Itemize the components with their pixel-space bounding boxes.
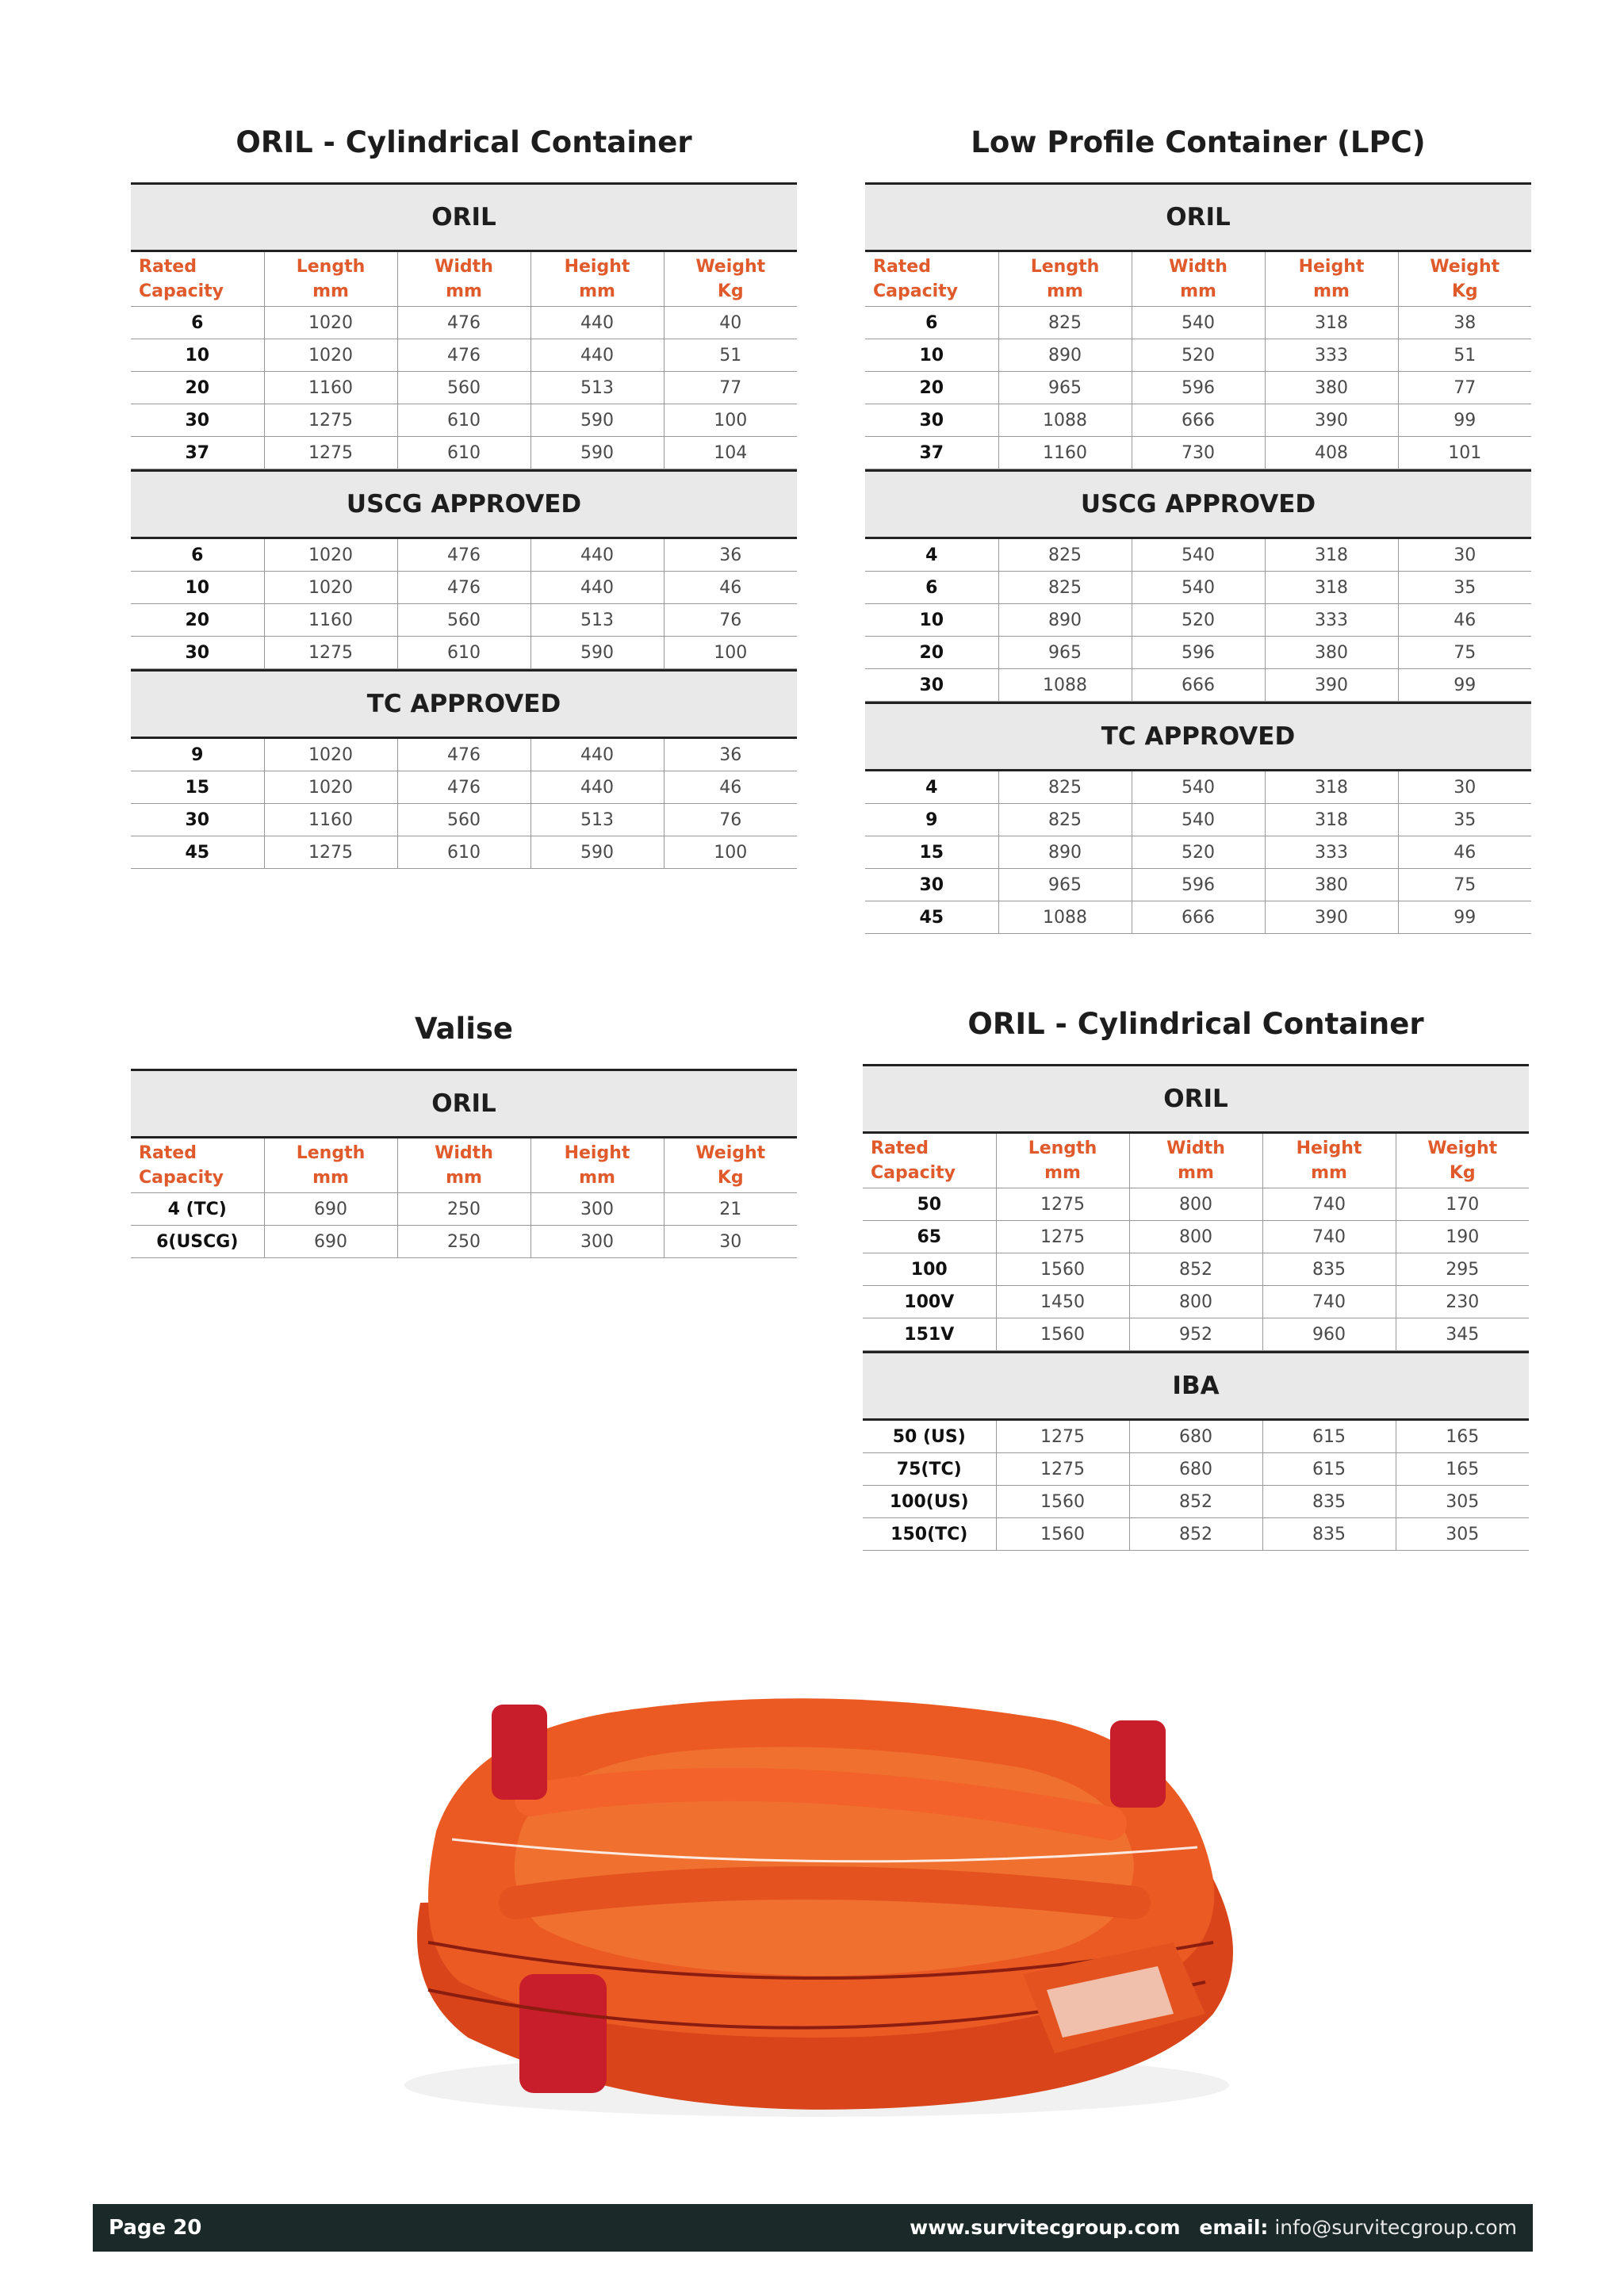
column-header: Rated Capacity bbox=[865, 252, 998, 307]
table-row bbox=[863, 1318, 1529, 1351]
value-cell: 596 bbox=[1132, 869, 1265, 901]
value-cell: 540 bbox=[1132, 771, 1265, 804]
value-cell: 77 bbox=[664, 372, 797, 404]
capacity-cell: 20 bbox=[865, 637, 998, 669]
value-cell: 560 bbox=[397, 604, 530, 637]
capacity-cell: 15 bbox=[131, 771, 264, 804]
table-row bbox=[131, 771, 797, 804]
block-title: ORIL - Cylindrical Container bbox=[967, 1007, 1424, 1041]
value-cell: 1275 bbox=[996, 1188, 1129, 1221]
table-row bbox=[865, 339, 1531, 372]
value-cell: 476 bbox=[397, 739, 530, 771]
value-cell: 408 bbox=[1265, 437, 1398, 469]
value-cell: 165 bbox=[1396, 1421, 1529, 1453]
capacity-cell: 6(USCG) bbox=[131, 1226, 264, 1258]
value-cell: 596 bbox=[1132, 372, 1265, 404]
value-cell: 610 bbox=[397, 836, 530, 869]
value-cell: 666 bbox=[1132, 404, 1265, 437]
spec-table bbox=[863, 1421, 1529, 1551]
capacity-cell: 10 bbox=[131, 572, 264, 604]
value-cell: 440 bbox=[530, 572, 664, 604]
section-heading: IBA bbox=[863, 1351, 1529, 1421]
capacity-cell: 10 bbox=[131, 339, 264, 372]
value-cell: 890 bbox=[998, 604, 1132, 637]
page-footer bbox=[93, 2204, 1533, 2252]
capacity-cell: 6 bbox=[865, 572, 998, 604]
value-cell: 318 bbox=[1265, 804, 1398, 836]
table-row bbox=[131, 836, 797, 869]
value-cell: 852 bbox=[1129, 1518, 1262, 1551]
value-cell: 835 bbox=[1262, 1518, 1396, 1551]
value-cell: 190 bbox=[1396, 1221, 1529, 1253]
section-heading: ORIL bbox=[863, 1064, 1529, 1134]
column-header: Height mm bbox=[1262, 1134, 1396, 1188]
table-row bbox=[131, 1193, 797, 1226]
liferaft-photo bbox=[373, 1641, 1261, 2133]
value-cell: 690 bbox=[264, 1226, 397, 1258]
value-cell: 513 bbox=[530, 372, 664, 404]
value-cell: 390 bbox=[1265, 404, 1398, 437]
spec-table bbox=[131, 739, 797, 869]
value-cell: 1560 bbox=[996, 1518, 1129, 1551]
value-cell: 476 bbox=[397, 539, 530, 572]
value-cell: 1560 bbox=[996, 1486, 1129, 1518]
capacity-cell: 151V bbox=[863, 1318, 996, 1351]
column-header: Rated Capacity bbox=[863, 1134, 996, 1188]
value-cell: 104 bbox=[664, 437, 797, 469]
value-cell: 852 bbox=[1129, 1253, 1262, 1286]
value-cell: 825 bbox=[998, 572, 1132, 604]
capacity-cell: 9 bbox=[131, 739, 264, 771]
capacity-cell: 20 bbox=[131, 372, 264, 404]
section-heading: USCG APPROVED bbox=[131, 469, 797, 539]
value-cell: 30 bbox=[1398, 539, 1531, 572]
value-cell: 540 bbox=[1132, 804, 1265, 836]
value-cell: 952 bbox=[1129, 1318, 1262, 1351]
header-row bbox=[863, 1134, 1529, 1188]
email-link[interactable]: info@survitecgroup.com bbox=[1274, 2216, 1517, 2239]
value-cell: 800 bbox=[1129, 1286, 1262, 1318]
value-cell: 1160 bbox=[264, 804, 397, 836]
capacity-cell: 65 bbox=[863, 1221, 996, 1253]
value-cell: 835 bbox=[1262, 1253, 1396, 1286]
capacity-cell: 30 bbox=[865, 869, 998, 901]
value-cell: 390 bbox=[1265, 669, 1398, 702]
value-cell: 76 bbox=[664, 804, 797, 836]
value-cell: 590 bbox=[530, 437, 664, 469]
value-cell: 440 bbox=[530, 307, 664, 339]
column-header: Length mm bbox=[996, 1134, 1129, 1188]
table-row bbox=[131, 604, 797, 637]
block-title: Low Profile Container (LPC) bbox=[971, 125, 1426, 159]
value-cell: 380 bbox=[1265, 637, 1398, 669]
value-cell: 590 bbox=[530, 836, 664, 869]
header-row bbox=[865, 252, 1531, 307]
table-row bbox=[863, 1486, 1529, 1518]
value-cell: 690 bbox=[264, 1193, 397, 1226]
value-cell: 333 bbox=[1265, 604, 1398, 637]
capacity-cell: 45 bbox=[131, 836, 264, 869]
capacity-cell: 4 bbox=[865, 771, 998, 804]
value-cell: 1560 bbox=[996, 1318, 1129, 1351]
value-cell: 46 bbox=[664, 572, 797, 604]
value-cell: 513 bbox=[530, 804, 664, 836]
value-cell: 440 bbox=[530, 739, 664, 771]
table-row bbox=[131, 572, 797, 604]
value-cell: 560 bbox=[397, 372, 530, 404]
value-cell: 318 bbox=[1265, 771, 1398, 804]
column-header: Height mm bbox=[1265, 252, 1398, 307]
table-row bbox=[865, 669, 1531, 702]
value-cell: 1160 bbox=[264, 604, 397, 637]
table-row bbox=[131, 637, 797, 669]
value-cell: 520 bbox=[1132, 339, 1265, 372]
capacity-cell: 50 bbox=[863, 1188, 996, 1221]
value-cell: 230 bbox=[1396, 1286, 1529, 1318]
value-cell: 333 bbox=[1265, 339, 1398, 372]
table-row bbox=[863, 1221, 1529, 1253]
capacity-cell: 150(TC) bbox=[863, 1518, 996, 1551]
capacity-cell: 75(TC) bbox=[863, 1453, 996, 1486]
cylindrical-container-block bbox=[131, 103, 797, 869]
header-row bbox=[131, 1138, 797, 1193]
table-row bbox=[865, 572, 1531, 604]
value-cell: 610 bbox=[397, 437, 530, 469]
liferaft-image bbox=[373, 1641, 1261, 2133]
table-row bbox=[131, 339, 797, 372]
table-row bbox=[863, 1253, 1529, 1286]
page-number: Page 20 bbox=[109, 2216, 202, 2240]
column-header: Weight Kg bbox=[664, 1138, 797, 1193]
value-cell: 666 bbox=[1132, 669, 1265, 702]
value-cell: 965 bbox=[998, 869, 1132, 901]
table-row bbox=[865, 804, 1531, 836]
spec-table bbox=[863, 1134, 1529, 1351]
value-cell: 800 bbox=[1129, 1188, 1262, 1221]
section-heading: USCG APPROVED bbox=[865, 469, 1531, 539]
block-title: ORIL - Cylindrical Container bbox=[236, 125, 692, 159]
value-cell: 1020 bbox=[264, 539, 397, 572]
capacity-cell: 100V bbox=[863, 1286, 996, 1318]
value-cell: 1160 bbox=[998, 437, 1132, 469]
lpc-block bbox=[865, 103, 1531, 934]
value-cell: 1275 bbox=[264, 437, 397, 469]
value-cell: 36 bbox=[664, 739, 797, 771]
value-cell: 30 bbox=[664, 1226, 797, 1258]
capacity-cell: 9 bbox=[865, 804, 998, 836]
value-cell: 680 bbox=[1129, 1421, 1262, 1453]
spec-table bbox=[865, 539, 1531, 702]
table-row bbox=[131, 404, 797, 437]
value-cell: 615 bbox=[1262, 1421, 1396, 1453]
value-cell: 100 bbox=[664, 637, 797, 669]
value-cell: 1020 bbox=[264, 739, 397, 771]
column-header: Width mm bbox=[1129, 1134, 1262, 1188]
table-row bbox=[865, 771, 1531, 804]
capacity-cell: 10 bbox=[865, 339, 998, 372]
spec-table bbox=[131, 252, 797, 469]
value-cell: 250 bbox=[397, 1226, 530, 1258]
value-cell: 51 bbox=[1398, 339, 1531, 372]
email-label: email: bbox=[1199, 2216, 1269, 2239]
table-row bbox=[865, 437, 1531, 469]
capacity-cell: 30 bbox=[865, 669, 998, 702]
column-header: Length mm bbox=[998, 252, 1132, 307]
value-cell: 1275 bbox=[264, 404, 397, 437]
column-header: Weight Kg bbox=[1398, 252, 1531, 307]
capacity-cell: 6 bbox=[131, 539, 264, 572]
table-row bbox=[865, 901, 1531, 934]
value-cell: 520 bbox=[1132, 604, 1265, 637]
value-cell: 380 bbox=[1265, 372, 1398, 404]
value-cell: 46 bbox=[664, 771, 797, 804]
value-cell: 596 bbox=[1132, 637, 1265, 669]
table-row bbox=[131, 739, 797, 771]
value-cell: 1088 bbox=[998, 404, 1132, 437]
value-cell: 30 bbox=[1398, 771, 1531, 804]
column-header: Width mm bbox=[397, 1138, 530, 1193]
value-cell: 560 bbox=[397, 804, 530, 836]
spec-table bbox=[131, 539, 797, 669]
value-cell: 333 bbox=[1265, 836, 1398, 869]
value-cell: 730 bbox=[1132, 437, 1265, 469]
value-cell: 440 bbox=[530, 339, 664, 372]
value-cell: 890 bbox=[998, 339, 1132, 372]
value-cell: 345 bbox=[1396, 1318, 1529, 1351]
table-row bbox=[131, 307, 797, 339]
value-cell: 1020 bbox=[264, 307, 397, 339]
value-cell: 965 bbox=[998, 637, 1132, 669]
capacity-cell: 30 bbox=[131, 804, 264, 836]
value-cell: 40 bbox=[664, 307, 797, 339]
value-cell: 99 bbox=[1398, 404, 1531, 437]
column-header: Width mm bbox=[1132, 252, 1265, 307]
value-cell: 825 bbox=[998, 771, 1132, 804]
value-cell: 100 bbox=[664, 836, 797, 869]
value-cell: 540 bbox=[1132, 539, 1265, 572]
value-cell: 77 bbox=[1398, 372, 1531, 404]
value-cell: 35 bbox=[1398, 572, 1531, 604]
value-cell: 890 bbox=[998, 836, 1132, 869]
value-cell: 740 bbox=[1262, 1188, 1396, 1221]
table-row bbox=[131, 1226, 797, 1258]
footer-contact bbox=[910, 2204, 1517, 2252]
spec-table bbox=[131, 1138, 797, 1258]
value-cell: 1560 bbox=[996, 1253, 1129, 1286]
value-cell: 540 bbox=[1132, 307, 1265, 339]
value-cell: 476 bbox=[397, 307, 530, 339]
table-row bbox=[131, 539, 797, 572]
section-heading: ORIL bbox=[131, 182, 797, 252]
table-row bbox=[865, 307, 1531, 339]
capacity-cell: 37 bbox=[865, 437, 998, 469]
value-cell: 1275 bbox=[996, 1421, 1129, 1453]
table-row bbox=[865, 836, 1531, 869]
capacity-cell: 100 bbox=[863, 1253, 996, 1286]
value-cell: 305 bbox=[1396, 1486, 1529, 1518]
table-row bbox=[865, 404, 1531, 437]
value-cell: 590 bbox=[530, 637, 664, 669]
column-header: Rated Capacity bbox=[131, 252, 264, 307]
value-cell: 250 bbox=[397, 1193, 530, 1226]
table-row bbox=[865, 869, 1531, 901]
capacity-cell: 100(US) bbox=[863, 1486, 996, 1518]
table-row bbox=[863, 1453, 1529, 1486]
value-cell: 318 bbox=[1265, 572, 1398, 604]
value-cell: 99 bbox=[1398, 669, 1531, 702]
value-cell: 825 bbox=[998, 307, 1132, 339]
value-cell: 300 bbox=[530, 1226, 664, 1258]
capacity-cell: 30 bbox=[131, 637, 264, 669]
block-title: Valise bbox=[414, 1012, 514, 1046]
table-row bbox=[131, 804, 797, 836]
table-row bbox=[863, 1286, 1529, 1318]
column-header: Weight Kg bbox=[1396, 1134, 1529, 1188]
value-cell: 825 bbox=[998, 804, 1132, 836]
value-cell: 1160 bbox=[264, 372, 397, 404]
value-cell: 380 bbox=[1265, 869, 1398, 901]
value-cell: 76 bbox=[664, 604, 797, 637]
value-cell: 305 bbox=[1396, 1518, 1529, 1551]
value-cell: 825 bbox=[998, 539, 1132, 572]
value-cell: 318 bbox=[1265, 307, 1398, 339]
value-cell: 75 bbox=[1398, 869, 1531, 901]
value-cell: 1450 bbox=[996, 1286, 1129, 1318]
value-cell: 1088 bbox=[998, 669, 1132, 702]
value-cell: 476 bbox=[397, 572, 530, 604]
value-cell: 1088 bbox=[998, 901, 1132, 934]
value-cell: 300 bbox=[530, 1193, 664, 1226]
value-cell: 1020 bbox=[264, 339, 397, 372]
column-header: Weight Kg bbox=[664, 252, 797, 307]
value-cell: 513 bbox=[530, 604, 664, 637]
capacity-cell: 4 bbox=[865, 539, 998, 572]
valise-block bbox=[131, 989, 797, 1258]
value-cell: 170 bbox=[1396, 1188, 1529, 1221]
value-cell: 476 bbox=[397, 339, 530, 372]
column-header: Height mm bbox=[530, 252, 664, 307]
section-heading: TC APPROVED bbox=[131, 669, 797, 739]
value-cell: 440 bbox=[530, 539, 664, 572]
value-cell: 1275 bbox=[996, 1453, 1129, 1486]
capacity-cell: 15 bbox=[865, 836, 998, 869]
value-cell: 610 bbox=[397, 404, 530, 437]
value-cell: 99 bbox=[1398, 901, 1531, 934]
column-header: Length mm bbox=[264, 252, 397, 307]
column-header: Rated Capacity bbox=[131, 1138, 264, 1193]
value-cell: 100 bbox=[664, 404, 797, 437]
table-row bbox=[863, 1518, 1529, 1551]
value-cell: 835 bbox=[1262, 1486, 1396, 1518]
value-cell: 615 bbox=[1262, 1453, 1396, 1486]
value-cell: 800 bbox=[1129, 1221, 1262, 1253]
value-cell: 852 bbox=[1129, 1486, 1262, 1518]
capacity-cell: 50 (US) bbox=[863, 1421, 996, 1453]
value-cell: 51 bbox=[664, 339, 797, 372]
value-cell: 960 bbox=[1262, 1318, 1396, 1351]
section-heading: ORIL bbox=[865, 182, 1531, 252]
value-cell: 440 bbox=[530, 771, 664, 804]
value-cell: 318 bbox=[1265, 539, 1398, 572]
value-cell: 680 bbox=[1129, 1453, 1262, 1486]
value-cell: 590 bbox=[530, 404, 664, 437]
table-row bbox=[865, 372, 1531, 404]
value-cell: 165 bbox=[1396, 1453, 1529, 1486]
value-cell: 1020 bbox=[264, 572, 397, 604]
value-cell: 36 bbox=[664, 539, 797, 572]
value-cell: 666 bbox=[1132, 901, 1265, 934]
section-heading: TC APPROVED bbox=[865, 702, 1531, 771]
value-cell: 295 bbox=[1396, 1253, 1529, 1286]
header-row bbox=[131, 252, 797, 307]
value-cell: 46 bbox=[1398, 836, 1531, 869]
table-row bbox=[865, 637, 1531, 669]
capacity-cell: 6 bbox=[865, 307, 998, 339]
table-row bbox=[865, 539, 1531, 572]
spec-table bbox=[865, 252, 1531, 469]
value-cell: 390 bbox=[1265, 901, 1398, 934]
capacity-cell: 30 bbox=[865, 404, 998, 437]
value-cell: 740 bbox=[1262, 1286, 1396, 1318]
value-cell: 740 bbox=[1262, 1221, 1396, 1253]
value-cell: 38 bbox=[1398, 307, 1531, 339]
table-row bbox=[131, 437, 797, 469]
table-row bbox=[865, 604, 1531, 637]
capacity-cell: 20 bbox=[865, 372, 998, 404]
column-header: Length mm bbox=[264, 1138, 397, 1193]
cylindrical-container-block-2 bbox=[863, 985, 1529, 1551]
value-cell: 35 bbox=[1398, 804, 1531, 836]
value-cell: 1020 bbox=[264, 771, 397, 804]
capacity-cell: 30 bbox=[131, 404, 264, 437]
value-cell: 21 bbox=[664, 1193, 797, 1226]
spec-table bbox=[865, 771, 1531, 934]
value-cell: 46 bbox=[1398, 604, 1531, 637]
value-cell: 1275 bbox=[264, 836, 397, 869]
table-row bbox=[863, 1188, 1529, 1221]
table-row bbox=[863, 1421, 1529, 1453]
column-header: Height mm bbox=[530, 1138, 664, 1193]
capacity-cell: 45 bbox=[865, 901, 998, 934]
value-cell: 75 bbox=[1398, 637, 1531, 669]
website-link[interactable]: www.survitecgroup.com bbox=[910, 2216, 1181, 2239]
value-cell: 520 bbox=[1132, 836, 1265, 869]
value-cell: 1275 bbox=[264, 637, 397, 669]
value-cell: 101 bbox=[1398, 437, 1531, 469]
value-cell: 965 bbox=[998, 372, 1132, 404]
capacity-cell: 20 bbox=[131, 604, 264, 637]
column-header: Width mm bbox=[397, 252, 530, 307]
value-cell: 610 bbox=[397, 637, 530, 669]
value-cell: 540 bbox=[1132, 572, 1265, 604]
capacity-cell: 4 (TC) bbox=[131, 1193, 264, 1226]
section-heading: ORIL bbox=[131, 1069, 797, 1138]
value-cell: 476 bbox=[397, 771, 530, 804]
capacity-cell: 6 bbox=[131, 307, 264, 339]
capacity-cell: 10 bbox=[865, 604, 998, 637]
table-row bbox=[131, 372, 797, 404]
value-cell: 1275 bbox=[996, 1221, 1129, 1253]
capacity-cell: 37 bbox=[131, 437, 264, 469]
